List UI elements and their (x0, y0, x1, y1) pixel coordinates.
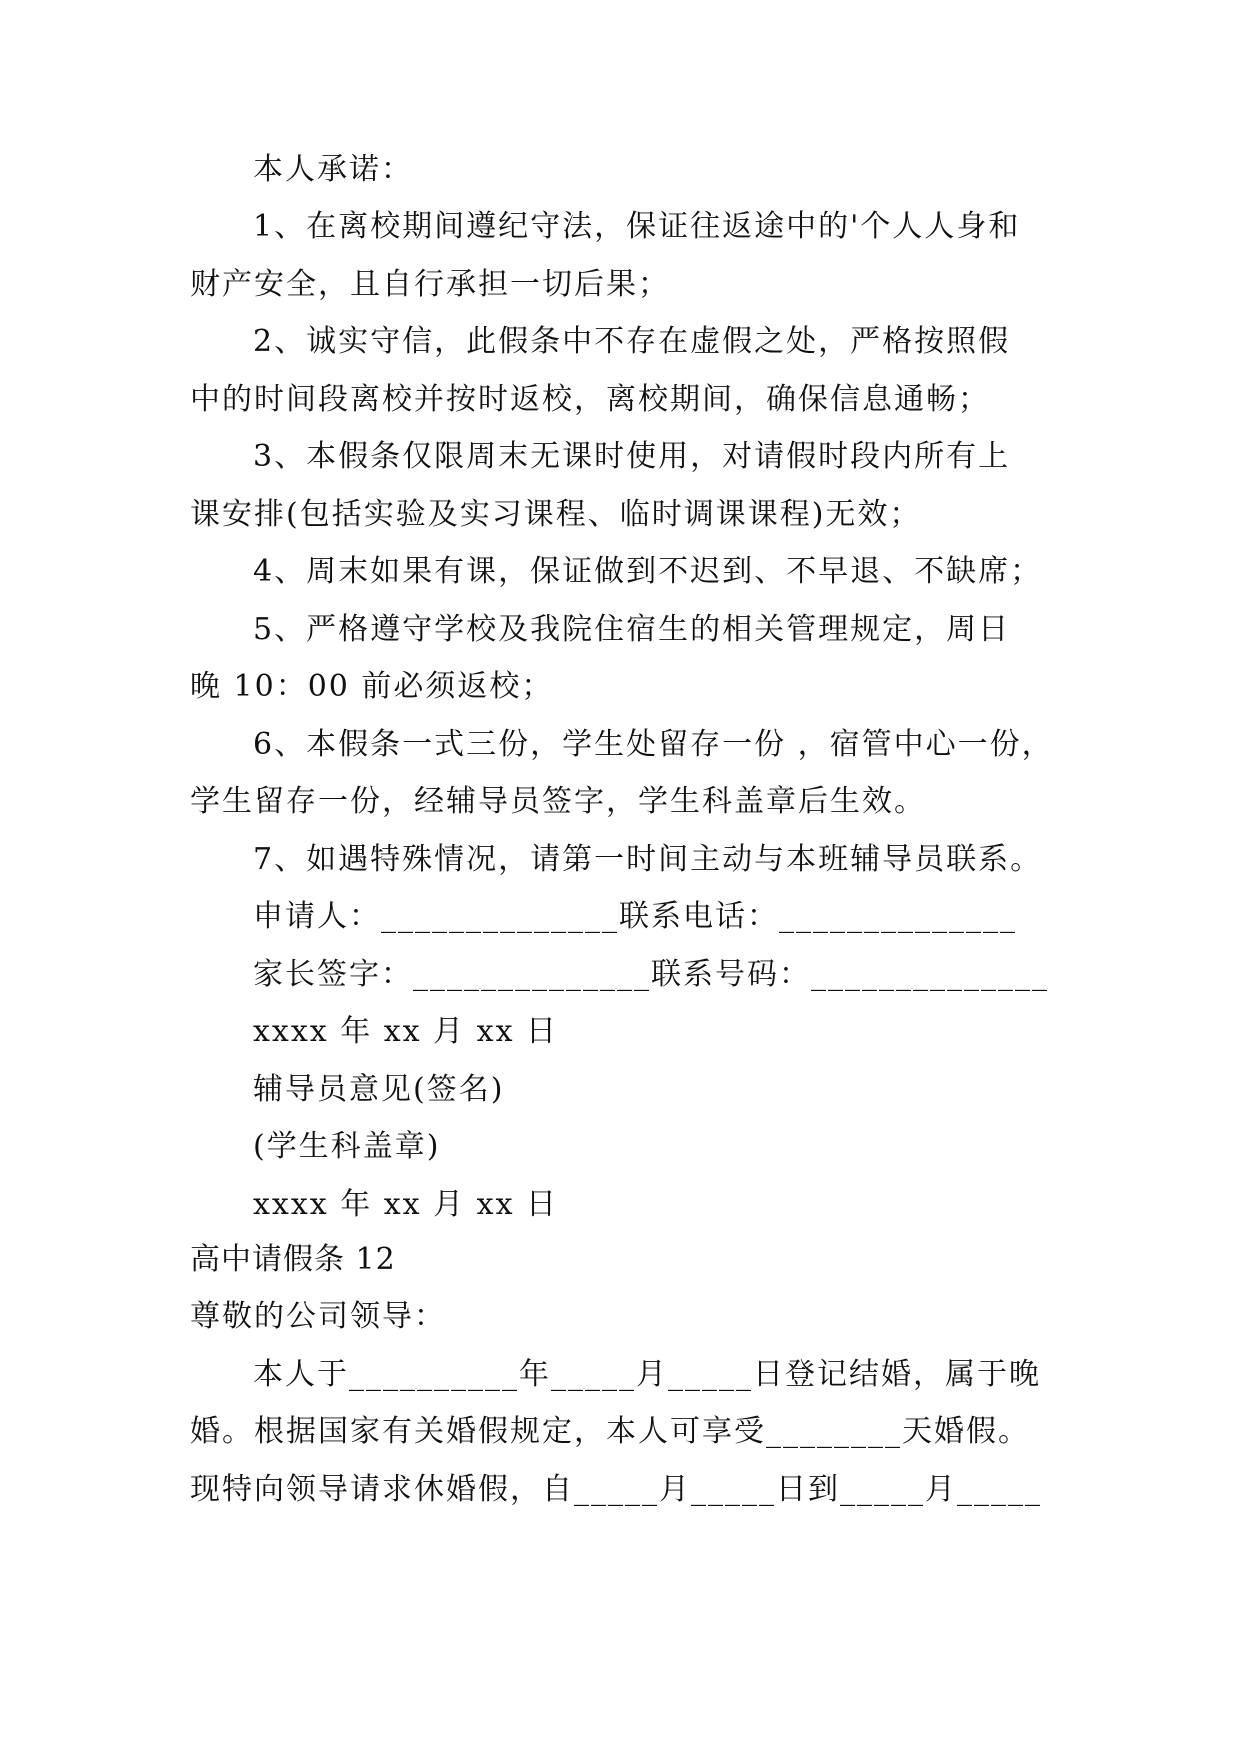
date-line-1: xxxx 年 xx 月 xx 日 (253, 1014, 559, 1049)
marriage-line-2: 婚。根据国家有关婚假规定，本人可享受________天婚假。 (190, 1414, 1030, 1449)
pledge-item-3-line-1: 3、本假条仅限周末无课时使用，对请假时段内所有上 (253, 439, 1011, 474)
pledge-heading: 本人承诺： (253, 152, 413, 187)
counselor-opinion: 辅导员意见(签名) (253, 1072, 505, 1107)
date-line-2: xxxx 年 xx 月 xx 日 (253, 1187, 559, 1222)
pledge-item-4: 4、周末如果有课，保证做到不迟到、不早退、不缺席； (253, 554, 1043, 589)
parent-signature-line: 家长签字：______________联系号码：______________ (253, 957, 1049, 992)
pledge-item-2-line-2: 中的时间段离校并按时返校，离校期间，确保信息通畅； (190, 382, 990, 417)
pledge-item-6-line-2: 学生留存一份，经辅导员签字，学生科盖章后生效。 (190, 784, 926, 819)
pledge-item-2-line-1: 2、诚实守信，此假条中不存在虚假之处，严格按照假 (253, 324, 1011, 359)
pledge-item-5-line-1: 5、严格遵守学校及我院住宿生的相关管理规定，周日 (253, 612, 1011, 647)
pledge-item-7: 7、如遇特殊情况，请第一时间主动与本班辅导员联系。 (253, 842, 1043, 877)
marriage-line-3: 现特向领导请求休婚假，自_____月_____日到_____月_____ (190, 1472, 1042, 1507)
section-title: 高中请假条 12 (190, 1242, 396, 1277)
pledge-item-3-line-2: 课安排(包括实验及实习课程、临时调课课程)无效； (190, 497, 922, 532)
salutation: 尊敬的公司领导： (190, 1299, 446, 1334)
applicant-phone-line: 申请人：______________联系电话：______________ (253, 899, 1017, 934)
pledge-item-6-line-1: 6、本假条一式三份，学生处留存一份 ，宿管中心一份， (253, 727, 1054, 762)
pledge-item-1-line-1: 1、在离校期间遵纪守法，保证往返途中的'个人人身和 (253, 209, 1021, 244)
pledge-item-5-line-2: 晚 10：00 前必须返校； (190, 669, 554, 704)
pledge-item-1-line-2: 财产安全，且自行承担一切后果； (190, 267, 670, 302)
marriage-line-1: 本人于__________年_____月_____日登记结婚，属于晚 (253, 1357, 1041, 1392)
student-office-seal: (学生科盖章) (253, 1129, 441, 1164)
